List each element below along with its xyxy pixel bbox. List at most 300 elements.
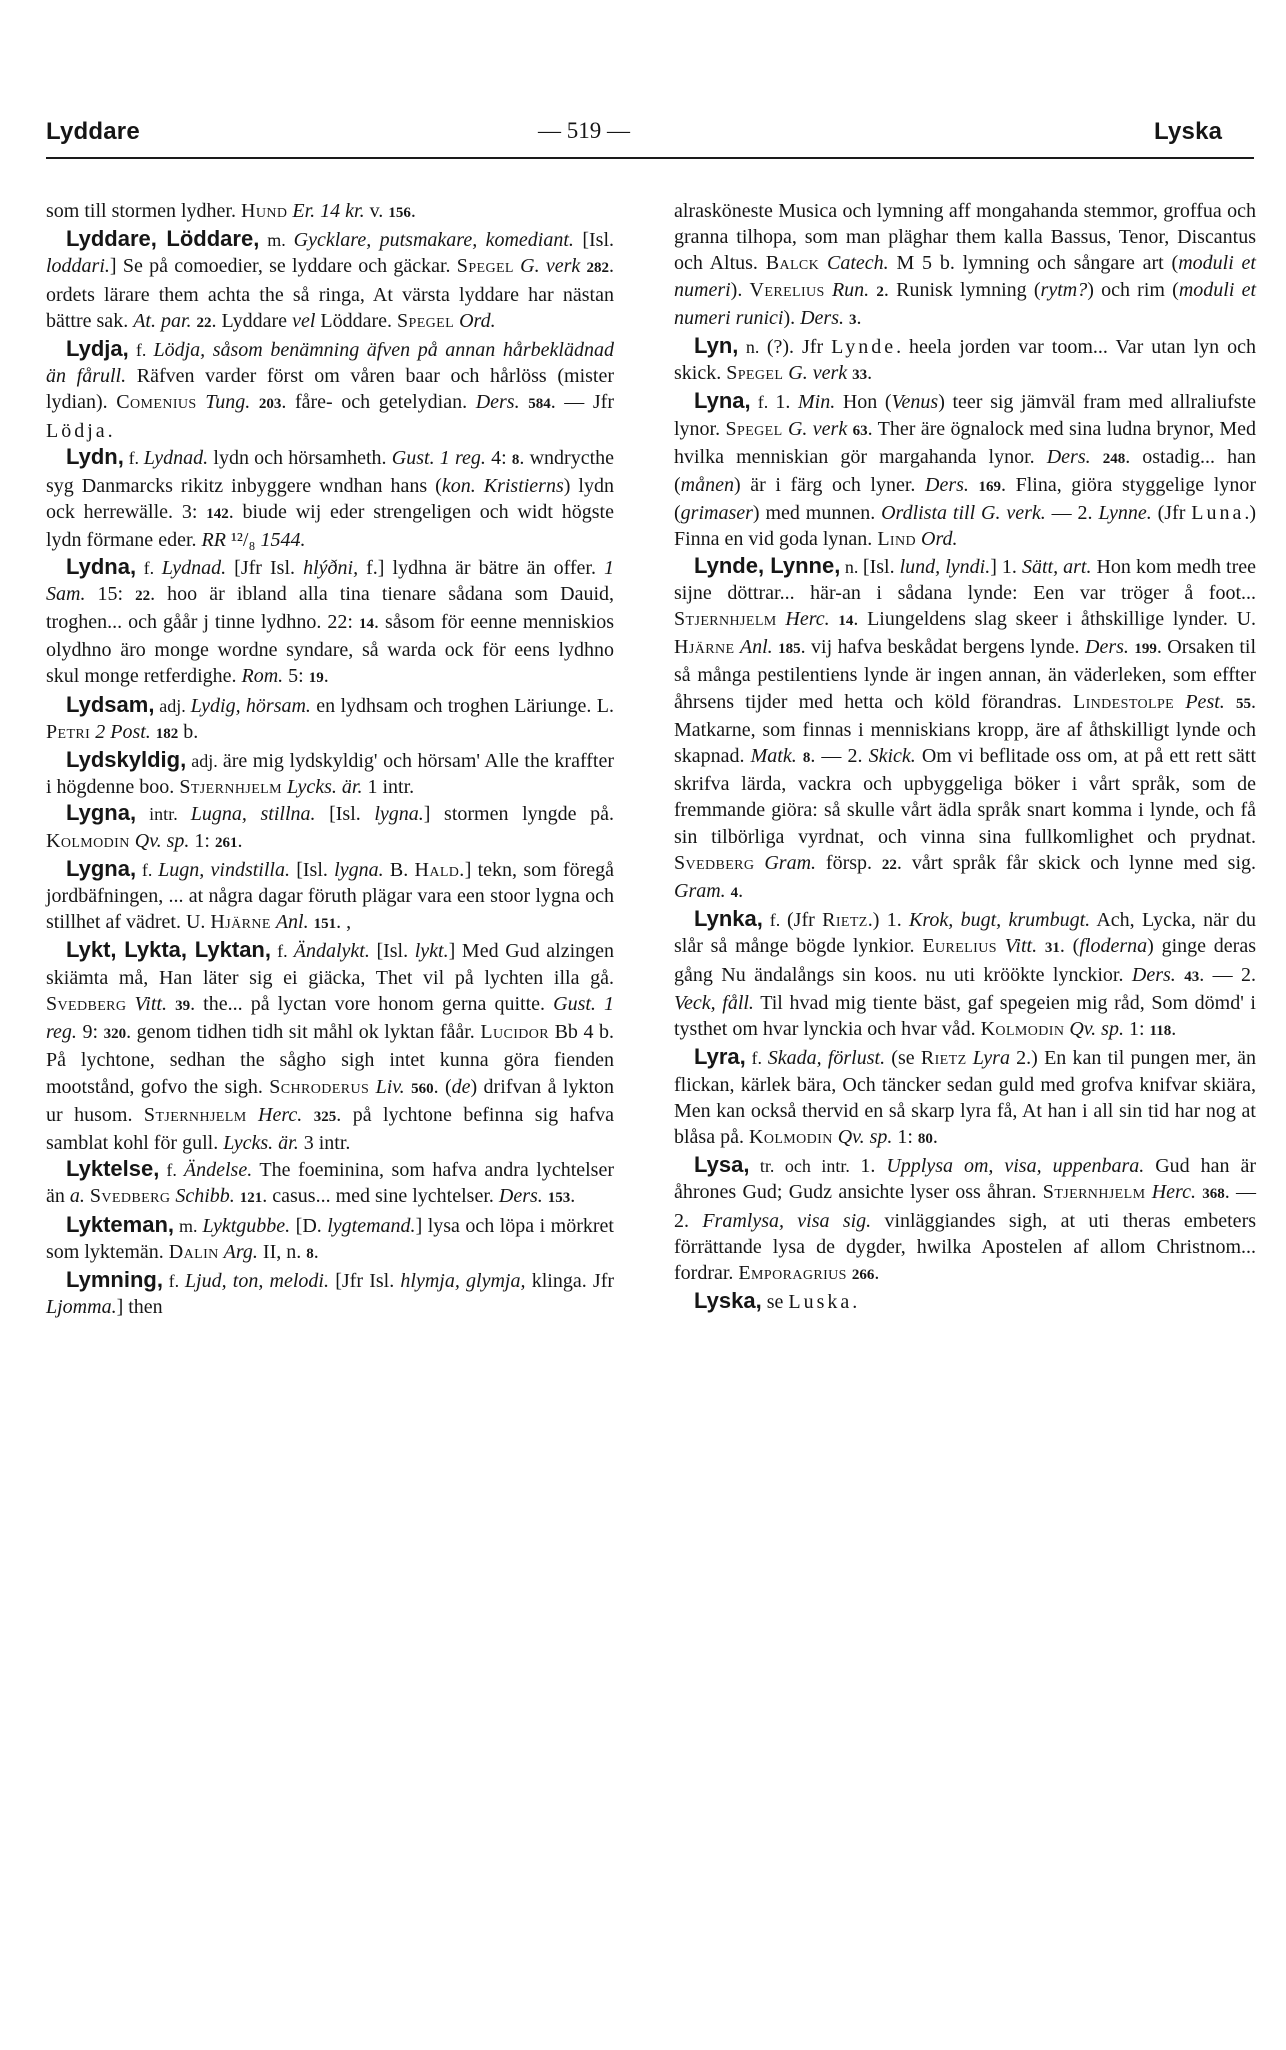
entry-text — [126, 993, 134, 1015]
source-abbrev: Spegel — [456, 255, 514, 278]
entry-text: . — [874, 1261, 880, 1284]
reference-number: 55 — [1236, 695, 1251, 712]
italic-text: rytm? — [1040, 278, 1088, 301]
entry-text: 1: — [892, 1125, 918, 1148]
source-abbrev: Rietz — [920, 1047, 967, 1070]
entry-text: II, n. — [257, 1240, 307, 1263]
headword: Lymning, — [66, 1266, 163, 1292]
source-abbrev: Svedberg — [89, 1185, 171, 1208]
headword: Lynde, Lynne, — [694, 552, 841, 578]
entry-text: . — [856, 306, 862, 329]
italic-text: Gust. 1 reg. — [391, 446, 486, 469]
entry-text — [1176, 964, 1184, 986]
right-column — [674, 198, 1256, 1315]
italic-text: Matk. — [750, 745, 797, 768]
entry-text: . Orsaken til så många pestilentiens lynde är ingen annan, än väderleken, som effter åhrsens tijder med hetta och köld förandras. — [674, 636, 1257, 713]
entry-text — [1225, 691, 1236, 713]
source-abbrev: Spegel — [397, 309, 455, 332]
italic-text: Gust. 1 reg. — [46, 992, 615, 1044]
dictionary-entry — [674, 1288, 1256, 1315]
reference-number: 584 — [528, 396, 551, 413]
italic-text: Lydig, hörsam. — [190, 694, 311, 717]
dictionary-entry — [46, 856, 614, 938]
entry-text: 3 intr. — [298, 1131, 351, 1154]
entry-text: . Matkarne, som finnas i menniskians kropp, äre af åthskilligt lynde och skapnad. — [674, 690, 1256, 768]
italic-text: Anl. — [275, 911, 309, 934]
italic-text: Ordlista till G. verk. — [881, 502, 1046, 525]
dictionary-entry — [674, 333, 1256, 388]
reference-number: 121 — [239, 1190, 263, 1207]
italic-text: Liv. — [375, 1075, 405, 1098]
headword: Lykteman, — [66, 1211, 175, 1237]
entry-text: ). — [783, 306, 801, 329]
dictionary-entry — [674, 906, 1256, 1044]
entry-text: ). — [730, 278, 750, 301]
source-abbrev: Lind — [877, 528, 917, 551]
grammar-label: n. — [738, 337, 767, 358]
italic-text: Gram. — [674, 880, 726, 903]
entry-text: . hoo är ibland alla tina tienare sådana som Dauid, troghen... och gåår j tinne lydhno. 22: — [46, 582, 615, 634]
italic-text: Lyktgubbe. — [202, 1214, 291, 1237]
entry-text: 9: — [76, 1021, 104, 1044]
reference-number: 156 — [388, 205, 411, 221]
source-abbrev: Spegel — [726, 362, 784, 385]
entry-text: 1: — [189, 829, 215, 852]
source-abbrev: Kolmodin — [980, 1018, 1065, 1041]
entry-text: 4: — [485, 446, 512, 469]
entry-text: . Liungeldens slag skeer i åthskillige lynder. U. — [853, 608, 1257, 631]
italic-text: lund, lyndi. — [899, 555, 991, 578]
reference-number: 14 — [838, 613, 854, 630]
italic-text: Anl. — [739, 636, 773, 659]
italic-text: Ord. — [921, 528, 958, 551]
italic-text: Ljud, ton, melodi. — [184, 1269, 329, 1292]
italic-text: de — [451, 1075, 471, 1098]
italic-text: Ders. — [475, 391, 520, 414]
entry-text — [520, 391, 529, 413]
source-abbrev: Lucidor — [480, 1021, 550, 1044]
italic-text: Lugna, stillna. — [190, 803, 316, 826]
entry-text: ] lysa och löpa i mörkret som lyktemän. — [46, 1214, 614, 1263]
entry-text — [825, 279, 832, 301]
entry-text: . ostadig... han ( — [674, 445, 1256, 497]
entry-text: ) lydn ock herrewälle. 3: — [46, 475, 614, 524]
entry-text: . wndrycthe syg Danmarcks rikitz inbyggere wndhan hans ( — [46, 446, 615, 498]
italic-text: Vitt. — [1004, 935, 1038, 958]
entry-text: (Jfr — [787, 909, 823, 932]
dictionary-entry — [46, 1156, 614, 1211]
reference-number: 320 — [103, 1026, 127, 1043]
italic-text: Ders. — [498, 1185, 543, 1208]
italic-text: G. verk — [520, 255, 581, 278]
grammar-label: adj. — [154, 695, 191, 716]
dictionary-entry — [46, 800, 614, 855]
entry-text: Ach, Lycka, när du slår så månge bögde lynkior. — [674, 909, 1256, 958]
entry-text: alrasköneste Musica och lymning aff mongahanda stemmor, groffua och granna tilhopa, som man pläghar them kalla Bassus, Tenor, Discantus och Altus. — [674, 200, 1256, 275]
entry-text: ) ginge deras gång Nu ändalångs sin koos. nu uti kröökte lynckior. — [674, 935, 1256, 986]
italic-text: Vitt. — [134, 992, 167, 1015]
entry-text: . ( — [433, 1075, 452, 1098]
reference-number: 14 — [358, 616, 374, 633]
source-abbrev: Rietz — [822, 909, 868, 932]
entry-text: . genom tidhen tidh sit måhl ok lyktan fåår. — [126, 1021, 481, 1044]
source-abbrev: Hjärne — [674, 636, 735, 659]
italic-text: Lugn, vindstilla. — [158, 858, 290, 881]
entry-text: Om vi beflitade oss om, at på ett rett sätt skrifva lärda, vackra och upbyggeliga böker i vårt språk, som de fremmande giöra: så skulle vårt ädla språk snart komma i lynde, och få sin tilbörliga vyrdnat, och vinna sina fullkomlighet och prydnat. — [674, 745, 1256, 848]
entry-text: . — [852, 1291, 858, 1314]
italic-text: Ders. — [1131, 963, 1176, 986]
italic-text: lykt. — [414, 940, 449, 963]
italic-text: Lydnad. — [161, 556, 227, 579]
italic-text: Min. — [798, 391, 836, 414]
entry-text: Räfven varder först om våren baar och hårlöss (mister lydian). — [46, 365, 615, 414]
italic-text: 1 Sam. — [46, 556, 615, 605]
entry-text: försp. — [816, 851, 882, 874]
italic-text: kon. Kristierns — [441, 475, 564, 498]
headword: Lygna, — [66, 800, 137, 826]
italic-text: Er. 14 kr. — [292, 200, 365, 222]
entry-text: v. — [364, 200, 389, 222]
reference-number: 31 — [1044, 940, 1060, 957]
entry-text: . — 2. — [1199, 963, 1257, 986]
source-abbrev: Spegel — [725, 417, 783, 440]
grammar-label: tr. och intr. — [749, 1156, 861, 1177]
entry-text: ¹²/₈ — [225, 529, 261, 552]
entry-text: Löddare. — [315, 309, 398, 332]
entry-continuation — [674, 198, 1256, 333]
italic-text: Qv. sp. — [1069, 1018, 1124, 1041]
reference-number: 185 — [778, 641, 801, 658]
grammar-label: m. — [259, 230, 294, 251]
spaced-crossref: Lynde — [831, 336, 897, 359]
entry-text — [819, 252, 827, 274]
italic-text: Ändalykt. — [293, 940, 370, 963]
source-abbrev: Svedberg — [46, 992, 127, 1015]
italic-text: G. verk — [788, 362, 848, 385]
entry-text: 1: — [1123, 1018, 1150, 1041]
reference-number: 142 — [206, 506, 229, 523]
italic-text: Ders. — [800, 306, 844, 329]
italic-text: loddari. — [46, 255, 110, 278]
headword: Lyna, — [694, 388, 751, 414]
headword: Lydn, — [66, 443, 124, 469]
italic-text: lygtemand. — [327, 1214, 416, 1237]
reference-number: 248 — [1102, 450, 1126, 467]
headword: Lyddare, Löddare, — [66, 226, 260, 252]
source-abbrev: Verelius — [749, 278, 825, 301]
source-abbrev: Hald. — [414, 858, 465, 881]
entry-text: The foeminina, som hafva andra lychtelser än — [46, 1159, 615, 1208]
entry-text: äre mig lydskyldig' och hörsam' Alle the kraffter i högdenne boo. — [46, 750, 614, 799]
dictionary-entry — [674, 553, 1256, 907]
source-abbrev: Stjernhjelm — [674, 608, 777, 631]
italic-text: Arg. — [223, 1240, 258, 1263]
dictionary-entry — [46, 1267, 614, 1320]
entry-text: Til hvad mig tiente bäst, gaf spegeien mig råd, Som dömd' i tysthet om hvar lynckia och hvar våd. — [674, 991, 1256, 1041]
source-abbrev: Kolmodin — [46, 829, 130, 852]
reference-number: 261 — [214, 834, 238, 851]
reference-number: 63 — [852, 422, 868, 439]
entry-text: ) och rim ( — [1087, 278, 1179, 301]
reference-number: 19 — [308, 670, 324, 687]
italic-text: G. verk — [787, 417, 848, 440]
italic-text: 1544. — [260, 529, 306, 552]
entry-text: (?). Jfr — [766, 336, 832, 359]
italic-text: grimaser — [680, 502, 753, 525]
reference-number: 368 — [1202, 1186, 1225, 1203]
entry-text: . ( — [1059, 935, 1080, 958]
grammar-label: f. — [159, 1160, 184, 1181]
reference-number: 43 — [1184, 968, 1200, 985]
italic-text: Veck, fåll. — [674, 991, 754, 1014]
reference-number: 22 — [881, 856, 897, 873]
entry-text: . Flina, giöra styggelige lynor ( — [674, 474, 1256, 525]
reference-number: 2 — [876, 283, 884, 300]
italic-text: Lycks. är. — [286, 776, 363, 799]
dictionary-entry — [46, 937, 614, 1156]
entry-text: . — [237, 829, 243, 852]
grammar-label: adj. — [186, 751, 223, 772]
dictionary-entry — [46, 336, 614, 444]
italic-text: Ord. — [459, 309, 496, 332]
italic-text: At. par. — [133, 309, 192, 332]
italic-text: Lycks. är. — [223, 1131, 299, 1154]
entry-text: . vij hafva beskådat bergens lynde. — [800, 636, 1085, 659]
italic-text: Upplysa om, visa, uppenbara. — [886, 1155, 1145, 1178]
source-abbrev: Stjernhjelm — [143, 1103, 247, 1126]
entry-text: . såsom för eenne menniskios olydhno äro monge wordne syndare, så warda ock för eens lydhno skul monge retferdighe. — [46, 611, 614, 688]
reference-number: 8 — [511, 451, 520, 468]
entry-text: . — [932, 1125, 938, 1148]
reference-number: 22 — [135, 587, 151, 604]
entry-text: . vårt språk får skick och lynne med sig. — [896, 851, 1257, 874]
entry-text — [969, 474, 979, 496]
italic-text: hlymja, glymja, — [400, 1269, 526, 1292]
italic-text: Ljomma. — [46, 1296, 117, 1319]
headword: Lysa, — [694, 1152, 750, 1178]
source-abbrev: Schroderus — [269, 1075, 370, 1098]
italic-text: Framlysa, visa sig. — [702, 1209, 872, 1232]
entry-text: ) teer sig jämväl fram med allraliufste lynor. — [674, 391, 1256, 440]
entry-text: B. — [383, 858, 415, 881]
italic-text: Gram. — [764, 851, 817, 874]
entry-text: (Jfr — [1151, 502, 1192, 525]
reference-number: 151 — [313, 916, 337, 933]
entry-text: se — [761, 1291, 789, 1314]
entry-text: ] Se på comoedier, se lyddare och gäckar. — [109, 255, 457, 278]
source-abbrev: Comenius — [116, 391, 197, 414]
reference-number: 118 — [1149, 1023, 1172, 1040]
entry-text: . — [1171, 1018, 1177, 1041]
entry-text — [197, 391, 206, 413]
entry-text: 1. — [775, 391, 798, 414]
source-abbrev: Stjernhjelm — [1042, 1181, 1146, 1204]
reference-number: 4 — [730, 885, 739, 902]
headword: Lyska, — [694, 1288, 762, 1314]
italic-text: RR — [201, 529, 226, 552]
reference-number: 39 — [175, 997, 191, 1014]
reference-number: 8 — [306, 1245, 314, 1262]
entry-text: ) med munnen. — [752, 502, 882, 525]
italic-text: Schibb. — [175, 1185, 235, 1208]
reference-number: 266 — [851, 1266, 875, 1283]
spaced-crossref: Lödja — [46, 419, 108, 442]
entry-text — [247, 1104, 258, 1126]
italic-text: 2 Post. — [95, 720, 151, 743]
reference-number: 169 — [978, 479, 1001, 496]
entry-text: — 2. — [1045, 502, 1099, 525]
entry-text: [Isl. — [573, 229, 614, 252]
dictionary-entry — [46, 692, 614, 747]
dictionary-entry — [674, 1044, 1256, 1152]
italic-text: lygna. — [334, 858, 384, 881]
entry-text: 15: — [85, 582, 136, 605]
grammar-label: f. — [745, 1048, 768, 1069]
reference-number: 80 — [917, 1130, 933, 1147]
entry-text: 5: — [283, 665, 309, 688]
grammar-label: f. — [128, 340, 154, 361]
source-abbrev: Eurelius — [922, 935, 997, 958]
entry-text — [1037, 935, 1045, 957]
entry-text: Hon kom medh tree sijne döttrar... här-an i sådana lynde: Een var tröger å foot... — [674, 555, 1257, 604]
italic-text: lygna. — [374, 803, 424, 826]
entry-text: ) är i färg och lyner. — [734, 474, 926, 497]
italic-text: Run. — [831, 278, 870, 301]
italic-text: Krok, bugt, krumbugt. — [909, 909, 1091, 932]
italic-text: Gycklare, putsmakare, komediant. — [293, 229, 574, 252]
italic-text: floderna — [1079, 935, 1148, 958]
italic-text: Skick. — [868, 745, 916, 768]
entry-text: . — Jfr — [550, 391, 615, 414]
grammar-label: f. — [136, 859, 159, 880]
running-head-left: Lyddare — [46, 118, 140, 145]
entry-text: .) Finna en vid goda lynan. — [674, 502, 1257, 551]
italic-text: Herc. — [785, 608, 830, 631]
italic-text: Lynne. — [1098, 502, 1152, 525]
dictionary-entry — [674, 1152, 1256, 1288]
dictionary-entry — [46, 747, 614, 800]
grammar-label: f. — [762, 910, 788, 931]
grammar-label: f. — [162, 1270, 185, 1291]
grammar-label: f. — [136, 557, 162, 578]
entry-continuation — [46, 198, 614, 226]
entry-text: . casus... med sine lychtelser. — [262, 1185, 499, 1208]
entry-text: . , — [336, 911, 352, 934]
source-abbrev: Hjärne — [210, 911, 271, 934]
entry-text — [167, 993, 175, 1015]
entry-text: [Isl. — [289, 858, 335, 881]
italic-text: Herc. — [258, 1103, 303, 1126]
entry-text: lydn och hörsamheth. — [208, 446, 392, 469]
entry-text: [D. — [290, 1214, 328, 1237]
entry-text: Gud han är åhrones Gud; Gudz ansichte lyser oss åhran. — [674, 1155, 1257, 1204]
entry-text: ] Med Gud alzingen skiämta må, Han läter sig ei giäcka, Thet vil på lychten illa gå. — [46, 940, 615, 989]
entry-text: . — [323, 665, 329, 688]
entry-text: Hon ( — [835, 391, 892, 414]
entry-text: ] stormen lyngde på. — [423, 803, 614, 826]
reference-number: 153 — [547, 1190, 571, 1207]
italic-text: Qv. sp. — [837, 1125, 893, 1148]
headword: Lyktelse, — [66, 1156, 160, 1182]
dictionary-entry — [46, 1212, 614, 1267]
italic-text: a. — [69, 1185, 85, 1208]
entry-text — [250, 391, 259, 413]
entry-text: . Runisk lymning ( — [883, 278, 1041, 301]
reference-number: 199 — [1134, 641, 1157, 658]
headword: Lygna, — [66, 855, 137, 881]
entry-text: . — [867, 362, 873, 385]
running-head-right: Lyska — [1154, 118, 1223, 145]
entry-text — [997, 935, 1005, 957]
entry-text: . biude wij eder strengeligen och widt högste lydn förmane eder. — [46, 501, 614, 552]
source-abbrev: Balck — [765, 252, 820, 275]
entry-text: . fåre- och getelydian. — [281, 391, 476, 414]
italic-text: Pest. — [1185, 690, 1225, 713]
entry-text: vinläggiandes sigh, at uti theras embeters förrättande lysa de dygder, hwilka Apostelen af allom Christnom... fordrar. — [674, 1209, 1257, 1284]
entry-text: en lydhsam och troghen Läriunge. L. — [310, 694, 614, 717]
entry-text — [1091, 446, 1103, 468]
spaced-crossref: Luska — [788, 1291, 853, 1314]
dictionary-entry — [46, 444, 614, 554]
reference-number: 560 — [411, 1080, 434, 1097]
source-abbrev: Svedberg — [674, 851, 755, 874]
page-number: — 519 — — [538, 118, 630, 143]
entry-text: . the... på lyctan vore honom gerna quitte. — [190, 992, 554, 1015]
dictionary-entry — [46, 226, 614, 336]
source-abbrev: Petri — [46, 720, 91, 743]
headword: Lynka, — [694, 906, 763, 932]
italic-text: Ändelse. — [183, 1159, 253, 1182]
italic-text: vel — [292, 309, 316, 332]
entry-text: [Jfr Isl. — [226, 556, 304, 579]
entry-text: . heela jorden var toom... Var utan lyn och skick. — [674, 336, 1257, 385]
entry-text: [Isl. — [315, 803, 375, 826]
reference-number: 282 — [586, 260, 610, 277]
dictionary-entry — [674, 388, 1256, 552]
headword: Lydja, — [66, 336, 129, 362]
entry-text: som till stormen lydher. — [46, 200, 241, 222]
reference-number: 203 — [258, 396, 282, 413]
spaced-crossref: Luna — [1191, 502, 1245, 525]
entry-text — [1174, 691, 1185, 713]
entry-text: ] tekn, som föregå jordbäfningen, ... at några dagar föruth plägar vara een stoor lygna och stillhet af vädret. U. — [46, 858, 615, 934]
italic-text: Qv. sp. — [134, 829, 190, 852]
grammar-label: f. — [123, 447, 144, 468]
entry-text: 1. — [860, 1155, 887, 1178]
entry-text: [Jfr Isl. — [329, 1269, 401, 1292]
entry-text: . — 2. — [674, 1181, 1257, 1232]
entry-text: .) 1. — [867, 909, 910, 932]
entry-text — [754, 852, 764, 874]
source-abbrev: Kolmodin — [748, 1125, 833, 1148]
entry-text: ] 1. — [990, 555, 1022, 578]
entry-text: M 5 b. lymning och sångare art ( — [888, 252, 1179, 275]
italic-text: Lyra — [972, 1047, 1010, 1070]
source-abbrev: Hund — [241, 200, 288, 222]
entry-text: b. — [178, 720, 199, 743]
header-rule — [46, 157, 1254, 159]
italic-text: månen — [680, 474, 734, 497]
reference-number: 182 — [155, 725, 179, 742]
source-abbrev: Lindestolpe — [1072, 690, 1175, 713]
italic-text: Ders. — [925, 474, 969, 497]
left-column — [46, 198, 614, 1320]
entry-text: . Lyddare — [211, 309, 293, 332]
entry-text: 1 intr. — [362, 776, 415, 799]
italic-text: Tung. — [205, 391, 251, 414]
grammar-label: m. — [174, 1215, 203, 1236]
entry-text: . Ther äre ögnalock med sina ludna brynor, Med hvilka menniskian gör margahanda lynor. — [674, 417, 1257, 468]
